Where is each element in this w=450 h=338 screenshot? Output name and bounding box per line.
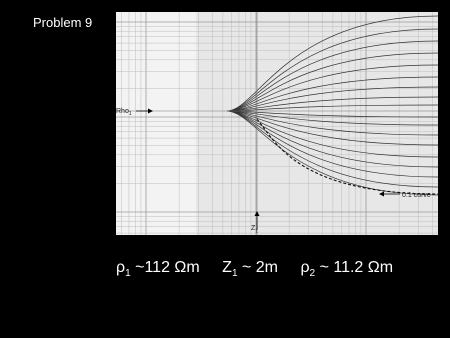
rho2-answer: $\rho_2$ ~ 11.2 Ωm [300, 259, 394, 280]
curve-label: 0.1 curve [402, 192, 431, 199]
z1-label: $Z_1$ [251, 225, 259, 235]
rho1-label: Rho$_1$ [116, 108, 132, 117]
slide-title: Problem 9 [33, 15, 93, 30]
overlay-sheet [196, 12, 438, 235]
rho1-answer: $\rho_1$ ~112 Ωm [116, 259, 200, 280]
master-curve-figure [116, 12, 438, 235]
z1-answer: $Z_1$ ~ 2m [222, 259, 278, 280]
answers-line [116, 259, 393, 279]
